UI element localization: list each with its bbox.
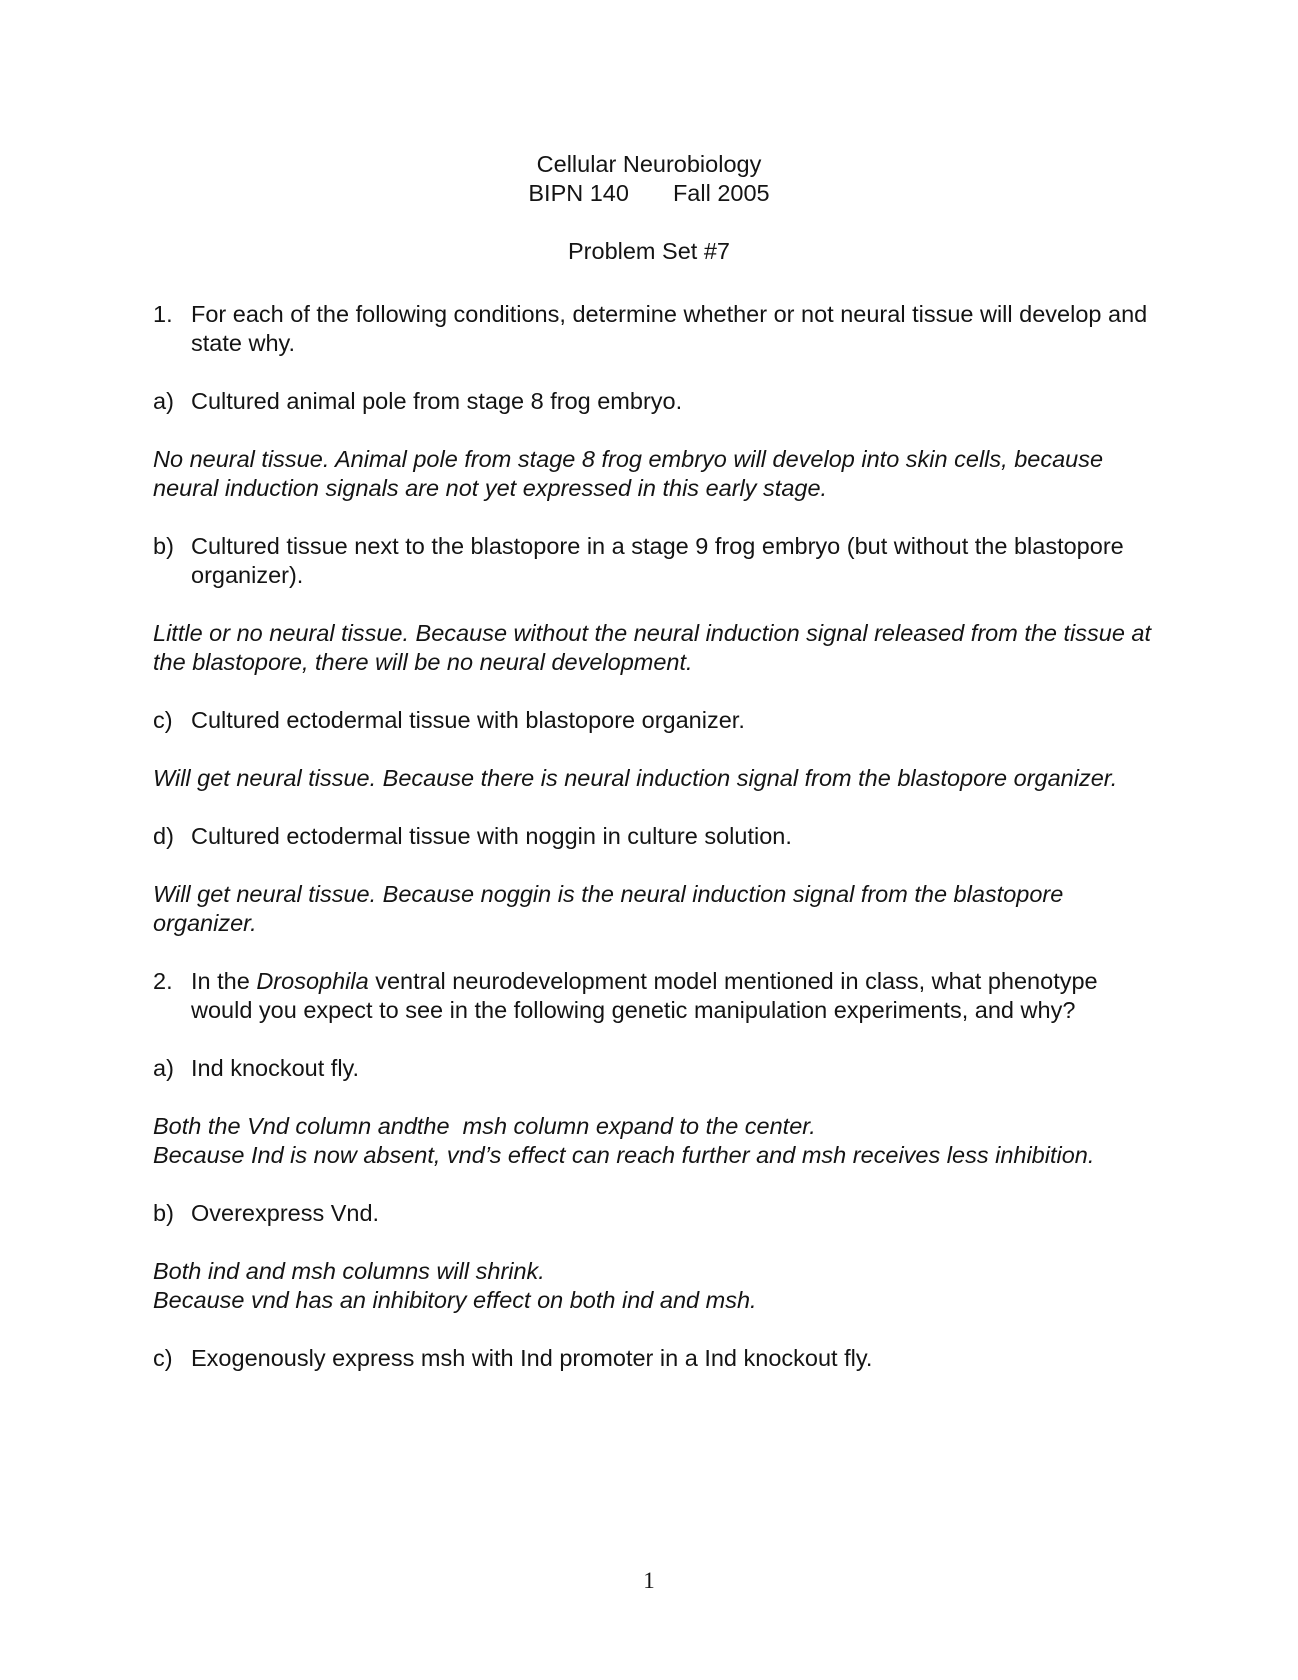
question-1d bbox=[153, 822, 1153, 851]
answer-2b bbox=[153, 1257, 1153, 1315]
answer-1b: Little or no neural tissue. Because without the neural induction signal released from the tissue at the blastopore, there will be no neural development. bbox=[153, 620, 1152, 675]
question-number: 1. bbox=[153, 301, 173, 327]
problem-set-title: Problem Set #7 bbox=[568, 238, 730, 264]
part-letter: a) bbox=[153, 388, 174, 414]
part-letter: a) bbox=[153, 1055, 174, 1081]
part-question: Cultured ectodermal tissue with blastopore organizer. bbox=[191, 707, 745, 733]
answer-line: Both ind and msh columns will shrink. bbox=[153, 1258, 545, 1284]
part-letter: b) bbox=[153, 1200, 174, 1226]
species-name: Drosophila bbox=[256, 968, 369, 994]
question-2c bbox=[153, 1344, 1153, 1373]
answer-line: Both the Vnd column andthe msh column expand to the center. bbox=[153, 1113, 816, 1139]
course-code: BIPN 140 bbox=[528, 180, 629, 206]
answer-1c: Will get neural tissue. Because there is neural induction signal from the blastopore organizer. bbox=[153, 765, 1118, 791]
document-header bbox=[0, 150, 1298, 266]
question-1 bbox=[153, 300, 1153, 358]
part-question: Cultured ectodermal tissue with noggin in culture solution. bbox=[191, 823, 792, 849]
question-1b bbox=[153, 532, 1153, 590]
question-number: 2. bbox=[153, 968, 173, 994]
question-2a bbox=[153, 1054, 1153, 1083]
answer-line: Because Ind is now absent, vnd’s effect can reach further and msh receives less inhibition. bbox=[153, 1142, 1095, 1168]
part-letter: c) bbox=[153, 1345, 173, 1371]
document-body bbox=[153, 300, 1153, 1373]
prompt-after: ventral neurodevelopment model mentioned in class, what phenotype would you expect to see in the following genetic manipulation experiments, and why? bbox=[191, 968, 1098, 1023]
answer-2a bbox=[153, 1112, 1153, 1170]
part-letter: b) bbox=[153, 533, 174, 559]
question-2 bbox=[153, 967, 1153, 1025]
answer-line: Because vnd has an inhibitory effect on both ind and msh. bbox=[153, 1287, 757, 1313]
part-question: Cultured animal pole from stage 8 frog embryo. bbox=[191, 388, 683, 414]
prompt-before: In the bbox=[191, 968, 257, 994]
part-question: Cultured tissue next to the blastopore in a stage 9 frog embryo (but without the blastopore organizer). bbox=[191, 533, 1124, 588]
page-number: 1 bbox=[643, 1568, 655, 1593]
question-1c bbox=[153, 706, 1153, 735]
question-prompt: For each of the following conditions, determine whether or not neural tissue will develop and state why. bbox=[191, 301, 1148, 356]
question-2b bbox=[153, 1199, 1153, 1228]
part-letter: d) bbox=[153, 823, 174, 849]
part-letter: c) bbox=[153, 707, 173, 733]
part-question: Exogenously express msh with Ind promoter in a Ind knockout fly. bbox=[191, 1345, 873, 1371]
course-term: Fall 2005 bbox=[672, 180, 770, 206]
part-question: Ind knockout fly. bbox=[191, 1055, 360, 1081]
question-1a bbox=[153, 387, 1153, 416]
answer-1d: Will get neural tissue. Because noggin is the neural induction signal from the blastopore organizer. bbox=[153, 881, 1064, 936]
answer-1a: No neural tissue. Animal pole from stage 8 frog embryo will develop into skin cells, because neural induction signals are not yet expressed in this early stage. bbox=[153, 446, 1104, 501]
course-title: Cellular Neurobiology bbox=[536, 151, 762, 177]
part-question: Overexpress Vnd. bbox=[191, 1200, 380, 1226]
course-info bbox=[0, 179, 1298, 208]
question-prompt bbox=[191, 967, 1153, 1025]
